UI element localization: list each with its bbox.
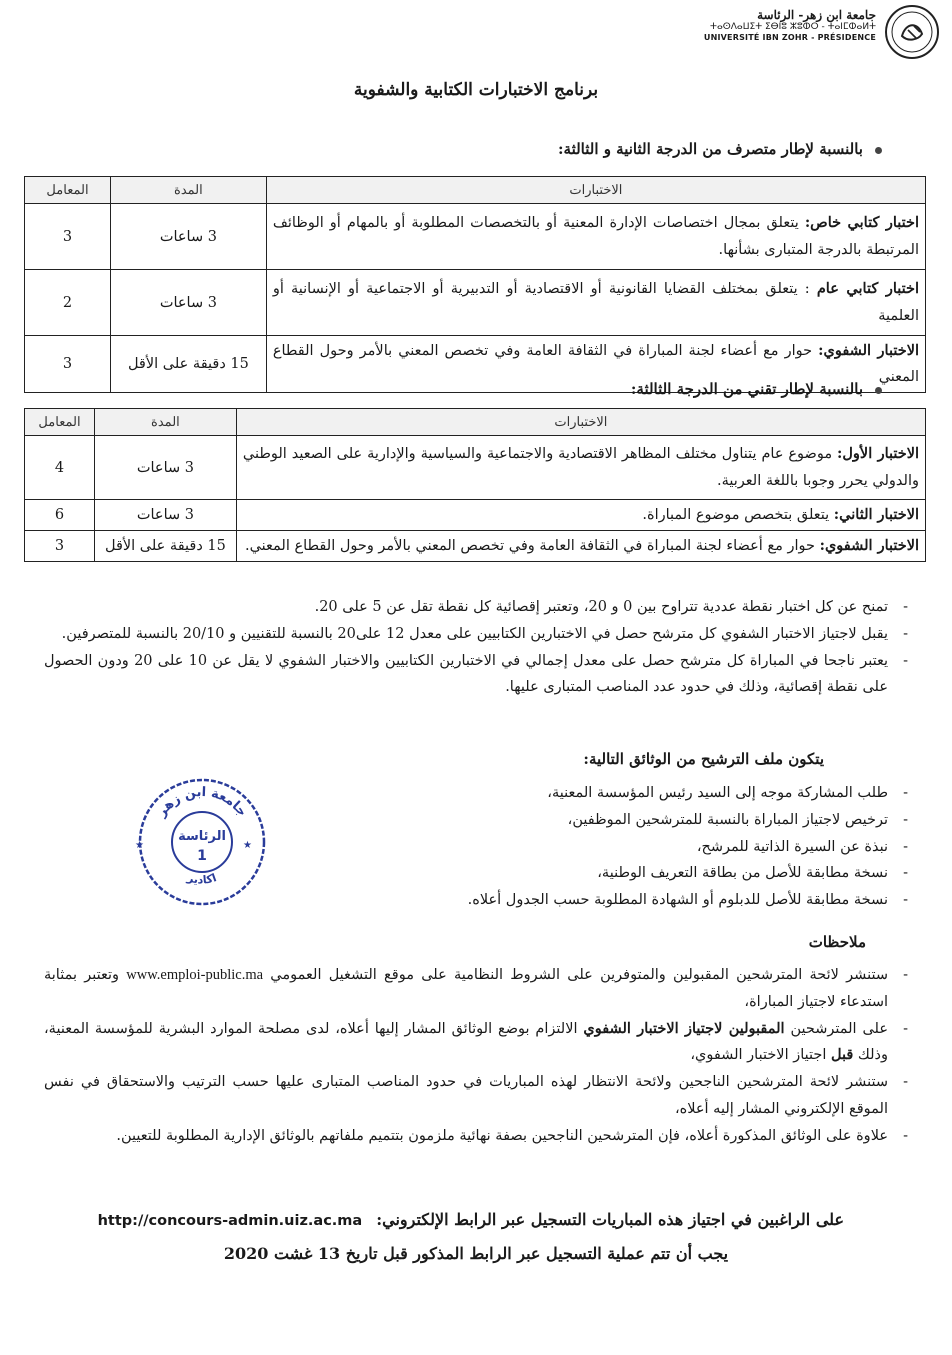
table-row	[25, 270, 926, 336]
section2-table	[24, 408, 926, 562]
logo-text-arabic: جامعة ابن زهر- الرئاسة	[757, 8, 876, 22]
exam-description	[266, 270, 925, 336]
section2-heading	[631, 380, 882, 398]
stamp-bottom-text: اكادير	[185, 871, 219, 887]
list-item	[44, 1016, 914, 1070]
logo-text-french: UNIVERSITÉ IBN ZOHR - PRÉSIDENCE	[703, 33, 876, 43]
list-item: - يقبل لاجتياز الاختبار الشفوي كل مترشح حصل في الاختبارين الكتابيين على معدل 12 على20 بالنسبة للتقنيين و 20/10 بالنسبة للمتصرفين.	[44, 621, 914, 648]
table-header-row	[25, 409, 926, 436]
list-item: - علاوة على الوثائق المذكورة أعلاه، فإن المترشحين الناجحين بصفة نهائية ملزمون بتتميم ملفاتهم بالوثائق الإدارية المطلوبة للتعيين.	[44, 1123, 914, 1150]
docs-list	[354, 780, 914, 914]
exam-duration: 3 ساعات	[110, 204, 266, 270]
university-logo	[620, 4, 940, 60]
col-exams: الاختبارات	[266, 177, 925, 204]
notes-title: ملاحظات	[808, 933, 866, 951]
exam-label: الاختبار الشفوي:	[818, 342, 919, 359]
exam-coef: 3	[25, 336, 111, 393]
exam-duration: 3 ساعات	[110, 270, 266, 336]
col-duration: المدة	[94, 409, 236, 436]
bullet-icon	[875, 387, 882, 394]
registration-link[interactable]: http://concours-admin.uiz.ac.ma	[97, 1213, 363, 1229]
list-item: - تمنح عن كل اختبار نقطة عددية تتراوح بين 0 و 20، وتعتبر إقصائية كل نقطة تقل عن 5 على 20.	[44, 594, 914, 621]
stamp-top-text: جامعة ابن زهر	[154, 784, 250, 820]
deadline-line: يجب أن تتم عملية التسجيل عبر الرابط المذكور قبل تاريخ 13 غشت 2020	[223, 1244, 729, 1263]
list-item: - نسخة مطابقة للأصل للدبلوم أو الشهادة المطلوبة حسب الجدول أعلاه.	[354, 887, 914, 914]
exam-label: الاختبار الثاني:	[833, 506, 919, 523]
exam-text: : يتعلق بمختلف القضايا القانونية أو الاقتصادية أو التدبيرية أو الاجتماعية أو الإنسانية أو العلمية	[272, 281, 919, 324]
note-text: على المترشحين	[784, 1020, 888, 1037]
notes-list	[44, 962, 914, 1150]
exam-text: حوار مع أعضاء لجنة المباراة في الثقافة العامة وفي تخصص المعني بالأمر وحول القطاع المعني.	[244, 538, 820, 555]
bullet-icon	[875, 147, 882, 154]
logo-text	[704, 8, 876, 43]
exam-coef: 4	[25, 436, 95, 500]
exam-duration: 15 دقيقة على الأقل	[110, 336, 266, 393]
exam-duration: 15 دقيقة على الأقل	[94, 531, 236, 562]
exam-description	[236, 531, 925, 562]
exam-text: يتعلق بمجال اختصاصات الإدارة المعنية أو بالتخصصات المطلوبة أو بالمهام أو الوظائف المرتبطة بالدرجة المتبارى بشأنها.	[272, 215, 919, 258]
note-text: ستنشر لائحة المترشحين المقبولين والمتوفرين على الشروط النظامية على موقع التشغيل العمومي	[263, 967, 888, 983]
registration-text: على الراغبين في اجتياز هذه المباريات التسجيل عبر الرابط الإلكتروني:	[376, 1210, 844, 1229]
col-coef: المعامل	[25, 177, 111, 204]
stamp-star-icon: ★	[243, 840, 252, 851]
table-row	[25, 204, 926, 270]
section1-heading-text: بالنسبة لإطار متصرف من الدرجة الثانية و الثالثة:	[557, 140, 863, 158]
registration-line	[98, 1210, 844, 1229]
list-item	[44, 962, 914, 1016]
exam-coef: 2	[25, 270, 111, 336]
col-coef: المعامل	[25, 409, 95, 436]
list-item: - ترخيص لاجتياز المباراة بالنسبة للمترشحين الموظفين،	[354, 807, 914, 834]
note-text: اجتياز الاختبار الشفوي،	[690, 1047, 831, 1064]
exam-text: يتعلق بتخصص موضوع المباراة.	[642, 507, 834, 523]
table-row	[25, 436, 926, 500]
exam-coef: 3	[25, 204, 111, 270]
list-item: - نسخة مطابقة للأصل من بطاقة التعريف الوطنية،	[354, 860, 914, 887]
logo-text-tifinagh: ⵜⴰⵙⴷⴰⵡⵉⵜ ⵉⴱⵏⵓ ⵣⵓⵀⵔ - ⵜⴰⵏⵎⵀⴰⵍⵜ	[710, 22, 876, 33]
exam-label: اختبار كتابي خاص:	[804, 214, 920, 232]
emploi-public-link[interactable]: www.emploi-public.ma	[126, 967, 264, 983]
list-item: - طلب المشاركة موجه إلى السيد رئيس المؤسسة المعنية،	[354, 780, 914, 807]
note-text: الالتزام بوضع الوثائق المشار إليها أعلاه، لدى مصلحة الموارد البشرية للمؤسسة المعنية، وذلك	[44, 1020, 888, 1064]
exam-text: موضوع عام يتناول مختلف المظاهر الاقتصادية والاجتماعية والسياسية والإدارية على الصعيد الوطني والدولي يحرر وجوبا باللغة العربية.	[242, 446, 919, 489]
section1-table	[24, 176, 926, 393]
note-bold-text: المقبولين لاجتياز الاختبار الشفوي	[583, 1019, 785, 1037]
table-row	[25, 500, 926, 531]
section2-heading-text: بالنسبة لإطار تقني من الدرجة الثالثة:	[630, 380, 863, 398]
exam-label: اختبار كتابي عام	[816, 280, 919, 298]
note-bold-text: قبل	[830, 1046, 854, 1064]
exam-label: الاختبار الأول:	[837, 445, 919, 463]
rules-list	[44, 594, 914, 701]
stamp-middle-text: الرئاسة	[178, 829, 226, 844]
exam-duration: 3 ساعات	[94, 436, 236, 500]
table-row	[25, 531, 926, 562]
docs-title: يتكون ملف الترشيح من الوثائق التالية:	[583, 750, 824, 768]
exam-description	[236, 436, 925, 500]
section1-heading	[558, 140, 882, 158]
stamp-star-icon: ★	[135, 840, 144, 851]
col-duration: المدة	[110, 177, 266, 204]
exam-duration: 3 ساعات	[94, 500, 236, 531]
exam-description	[236, 500, 925, 531]
col-exams: الاختبارات	[236, 409, 925, 436]
exam-coef: 3	[25, 531, 95, 562]
exam-description	[266, 204, 925, 270]
note-text: وتعتبر بمثابة استدعاء لاجتياز المباراة،	[44, 967, 888, 1010]
university-seal-icon	[884, 4, 940, 60]
official-stamp	[134, 774, 270, 910]
exam-coef: 6	[25, 500, 95, 531]
exam-label: الاختبار الشفوي:	[819, 537, 919, 555]
page-title: برنامج الاختبارات الكتابية والشفوية	[353, 80, 599, 100]
list-item: - يعتبر ناجحا في المباراة كل مترشح حصل على معدل إجمالي في الاختبارين الكتابيين والاختبار الشفوي لا يقل عن 10 على 20 ودون الحصول على نقطة إقصائية، وذلك في حدود عدد المناصب المتبارى عليها.	[44, 648, 914, 702]
exam-text: حوار مع أعضاء لجنة المباراة في الثقافة العامة وفي تخصص المعني بالأمر وحول القطاع المعني	[272, 343, 919, 386]
list-item: - ستنشر لائحة المترشحين الناجحين ولائحة الانتظار لهذه المباريات في حدود المناصب المتبارى عليها حسب الترتيب والاستحقاق في نفس الموقع الإلكتروني المشار إليه أعلاه،	[44, 1069, 914, 1123]
table-header-row	[25, 177, 926, 204]
svg-text:اكادير	[185, 871, 218, 887]
list-item: - نبذة عن السيرة الذاتية للمرشح،	[354, 834, 914, 861]
stamp-number: 1	[197, 848, 207, 864]
